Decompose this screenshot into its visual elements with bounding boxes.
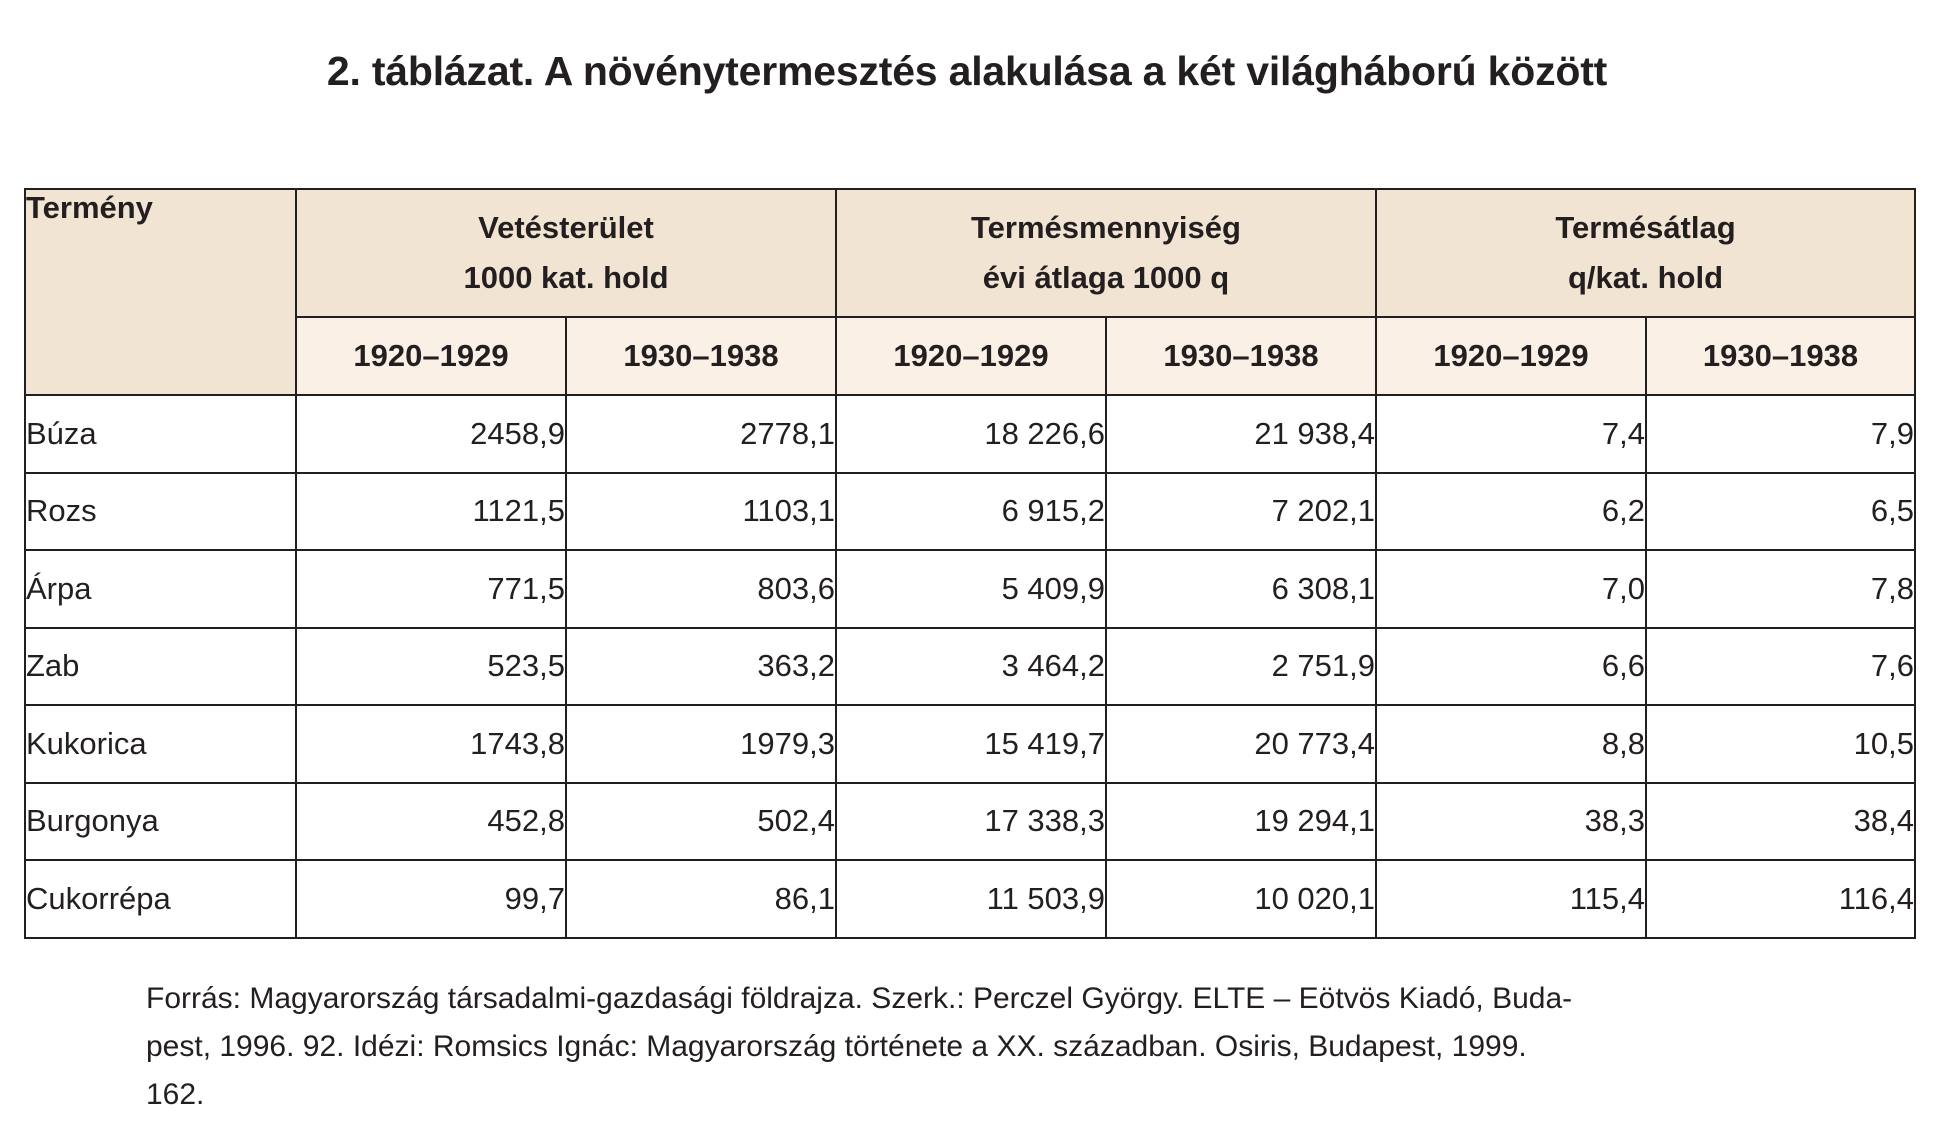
value-cell: 2778,1 (566, 395, 836, 473)
period-header: 1930–1938 (566, 317, 836, 395)
table-row (25, 395, 1915, 473)
crop-production-table (24, 188, 1916, 939)
value-cell: 7,0 (1376, 550, 1646, 628)
period-header: 1930–1938 (1646, 317, 1915, 395)
group-header-line2: q/kat. hold (1568, 260, 1723, 295)
crop-name: Cukorrépa (25, 860, 296, 938)
value-cell: 7,4 (1376, 395, 1646, 473)
value-cell: 6,6 (1376, 628, 1646, 706)
value-cell: 771,5 (296, 550, 566, 628)
value-cell: 2458,9 (296, 395, 566, 473)
value-cell: 10,5 (1646, 705, 1915, 783)
value-cell: 7 202,1 (1106, 473, 1376, 551)
value-cell: 18 226,6 (836, 395, 1106, 473)
value-cell: 7,6 (1646, 628, 1915, 706)
table-row (25, 473, 1915, 551)
source-line: Forrás: Magyarország társadalmi-gazdasági földrajza. Szerk.: Perczel György. ELTE – Eötvös Kiadó, Buda- (146, 982, 1573, 1015)
value-cell: 1979,3 (566, 705, 836, 783)
value-cell: 502,4 (566, 783, 836, 861)
value-cell: 1743,8 (296, 705, 566, 783)
crop-name: Búza (25, 395, 296, 473)
value-cell: 6 308,1 (1106, 550, 1376, 628)
value-cell: 6,2 (1376, 473, 1646, 551)
table-row (25, 705, 1915, 783)
value-cell: 803,6 (566, 550, 836, 628)
value-cell: 38,3 (1376, 783, 1646, 861)
value-cell: 1103,1 (566, 473, 836, 551)
average-yield-header (1376, 189, 1915, 317)
period-header-row (25, 317, 1915, 395)
value-cell: 86,1 (566, 860, 836, 938)
table-row (25, 783, 1915, 861)
crop-name: Kukorica (25, 705, 296, 783)
value-cell: 452,8 (296, 783, 566, 861)
group-header-line1: Vetésterület (478, 210, 654, 245)
value-cell: 11 503,9 (836, 860, 1106, 938)
period-header: 1920–1929 (296, 317, 566, 395)
group-header-line1: Termésmennyiség (971, 210, 1241, 245)
period-header: 1930–1938 (1106, 317, 1376, 395)
value-cell: 6 915,2 (836, 473, 1106, 551)
table-row (25, 550, 1915, 628)
value-cell: 8,8 (1376, 705, 1646, 783)
crop-name: Zab (25, 628, 296, 706)
value-cell: 7,8 (1646, 550, 1915, 628)
source-line: 162. (146, 1078, 205, 1111)
value-cell: 21 938,4 (1106, 395, 1376, 473)
value-cell: 523,5 (296, 628, 566, 706)
value-cell: 115,4 (1376, 860, 1646, 938)
table-row (25, 628, 1915, 706)
period-header: 1920–1929 (1376, 317, 1646, 395)
group-header-line1: Termésátlag (1555, 210, 1736, 245)
group-header-line2: 1000 kat. hold (463, 260, 669, 295)
crop-name: Árpa (25, 550, 296, 628)
value-cell: 2 751,9 (1106, 628, 1376, 706)
crop-column-header: Termény (25, 189, 296, 395)
value-cell: 1121,5 (296, 473, 566, 551)
table-row (25, 860, 1915, 938)
yield-amount-header (836, 189, 1376, 317)
value-cell: 363,2 (566, 628, 836, 706)
group-header-row (25, 189, 1915, 317)
value-cell: 20 773,4 (1106, 705, 1376, 783)
value-cell: 17 338,3 (836, 783, 1106, 861)
sown-area-header (296, 189, 836, 317)
value-cell: 116,4 (1646, 860, 1915, 938)
value-cell: 5 409,9 (836, 550, 1106, 628)
group-header-line2: évi átlaga 1000 q (982, 260, 1230, 295)
period-header: 1920–1929 (836, 317, 1106, 395)
source-note (146, 975, 1806, 1119)
value-cell: 38,4 (1646, 783, 1915, 861)
source-line: pest, 1996. 92. Idézi: Romsics Ignác: Magyarország története a XX. században. Osiris, Budapest, 1999. (146, 1030, 1527, 1063)
value-cell: 7,9 (1646, 395, 1915, 473)
value-cell: 6,5 (1646, 473, 1915, 551)
value-cell: 3 464,2 (836, 628, 1106, 706)
value-cell: 99,7 (296, 860, 566, 938)
crop-name: Rozs (25, 473, 296, 551)
value-cell: 19 294,1 (1106, 783, 1376, 861)
crop-name: Burgonya (25, 783, 296, 861)
page-title: 2. táblázat. A növénytermesztés alakulása a két világháború között (326, 48, 1608, 94)
value-cell: 10 020,1 (1106, 860, 1376, 938)
value-cell: 15 419,7 (836, 705, 1106, 783)
